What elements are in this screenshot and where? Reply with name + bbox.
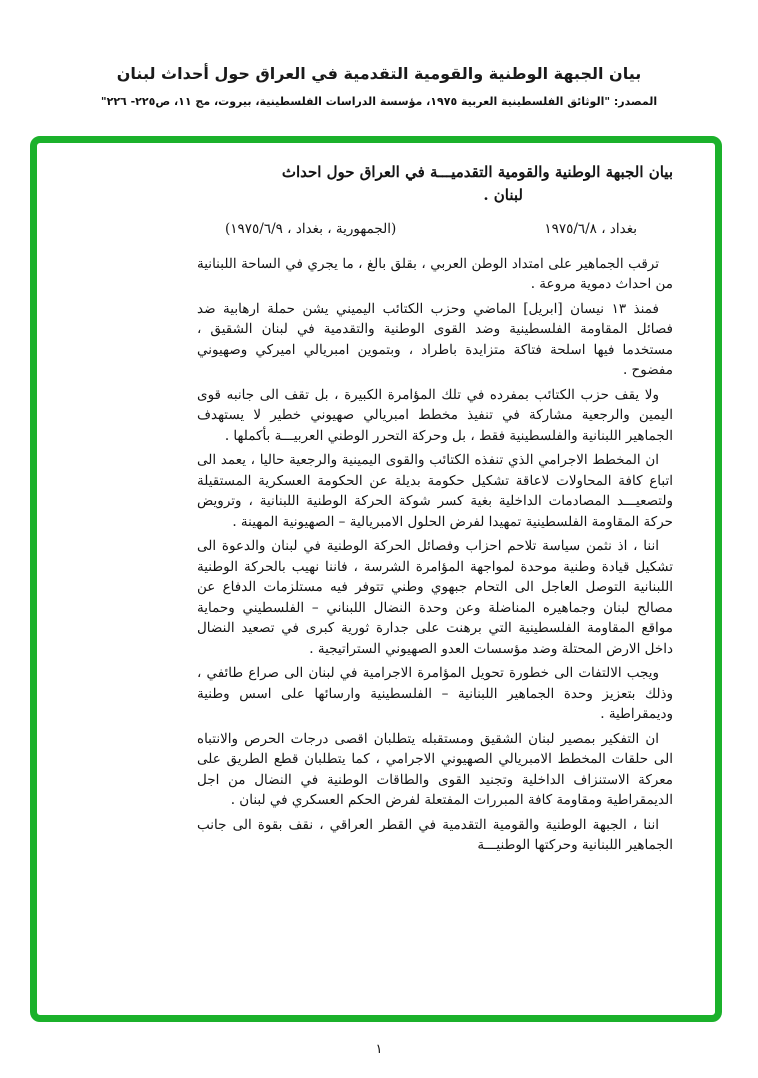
document-paragraph: ولا يقف حزب الكتائب بمفرده في تلك المؤامرة الكبيرة ، بل تقف الى جانبه قوى اليمين والرجعية مشاركة في تنفيذ مخطط امبريالي صهيوني خطير لا يستهدف الجماهير اللبنانية والفلسطينية فقط ، بل وحركة التحرر الوطني العربيـــة بأكملها .: [197, 386, 673, 444]
dateline-source-ref: (الجمهورية ، بغداد ، ١٩٧٥/٦/٩): [225, 221, 397, 237]
document-title-line1: بيان الجبهة الوطنية والقومية التقدميـــة في العراق حول احداث: [281, 163, 673, 181]
document-paragraph: ان التفكير بمصير لبنان الشقيق ومستقبله يتطلبان اقصى درجات الحرص والانتباه الى حلقات المخطط الامبريالي الصهيوني الاجرامي ، كما يتطلبان قطع الطريق على معركة الاستنزاف الداخلية وتجنيد القوى والطاقات الوطنية في النضال من اجل الديمقراطية ومقاومة كافة المبررات المفتعلة لفرض الحكم العسكري في لبنان .: [197, 730, 673, 808]
document-frame: [30, 136, 722, 1022]
document-paragraph: ويجب الالتفات الى خطورة تحويل المؤامرة الاجرامية في لبنان الى صراع طائفي ، وذلك بتعزيز وحدة الجماهير اللبنانية – الفلسطينية وارسائها على اسس وطنية وديمقراطية .: [197, 665, 673, 722]
source-citation: المصدر: "الوثائق الفلسطينية العربية ١٩٧٥، مؤسسة الدراسات الفلسطينية، بيروت، مج ١١، ص٢٢٥- ٢٢٦": [100, 95, 658, 108]
document-paragraph: ان المخطط الاجرامي الذي تنفذه الكتائب والقوى اليمينية والرجعية حاليا ، يعمد الى اتباع كافة المحاولات لاعاقة تشكيل حكومة بديلة عن الحكومة العسكرية المستقيلة ولتصعيـــد المصادمات الداخلية بغية كسر شوكة الحركة الوطنية اللبنانية ، وترويض حركة المقاومة الفلسطينية تمهيدا لفرض الحلول الامبريالية – الصهيونية المهينة .: [197, 452, 673, 530]
document-paragraph: ترقب الجماهير على امتداد الوطن العربي ، بقلق بالغ ، ما يجري في الساحة اللبنانية من احداث دموية مروعة .: [197, 255, 673, 292]
document-title-line2: لبنان .: [483, 186, 523, 204]
page-title: بيان الجبهة الوطنية والقومية التقدمية في العراق حول أحداث لبنان: [116, 64, 642, 83]
dateline-place-date: بغداد ، ١٩٧٥/٦/٨: [544, 221, 637, 237]
document-paragraph: اننا ، اذ نثمن سياسة تلاحم احزاب وفصائل الحركة الوطنية في لبنان والدعوة الى تشكيل قيادة وطنية موحدة لمواجهة المؤامرة الشرسة ، فاننا نهيب بالحركة الوطنية اللبنانية التوصل العاجل الى التحام جبهوي وطني تتوفر فيه مستلزمات الدفاع عن مصالح لبنان وجماهيره المناضلة وعن وحدة النضال اللبناني – الفلسطيني وحماية مواقع المقاومة الفلسطينية التي برهنت على جدارة ثورية كبرى في تصعيد النضال داخل الارض المحتلة وضد مؤسسات العدو الصهيوني الستراتيجية .: [197, 538, 673, 657]
document-body: [37, 143, 715, 1015]
dateline: [197, 219, 673, 240]
page-number: ١: [375, 1042, 383, 1057]
document-title: [197, 161, 673, 207]
document-paragraph: اننا ، الجبهة الوطنية والقومية التقدمية في القطر العراقي ، نقف بقوة الى جانب الجماهير اللبنانية وحركتها الوطنيـــة: [197, 816, 673, 853]
document-paragraph: فمنذ ١٣ نيسان [ابريل] الماضي وحزب الكتائب اليميني يشن حملة ارهابية ضد فصائل المقاومة الفلسطينية وضد القوى الوطنية والتقدمية في لبنان الشقيق ، مستخدما فيها اسلحة فتاكة متزايدة باطراد ، وبتموين امبريالي اميركي وصهيوني مفضوح .: [197, 300, 673, 378]
